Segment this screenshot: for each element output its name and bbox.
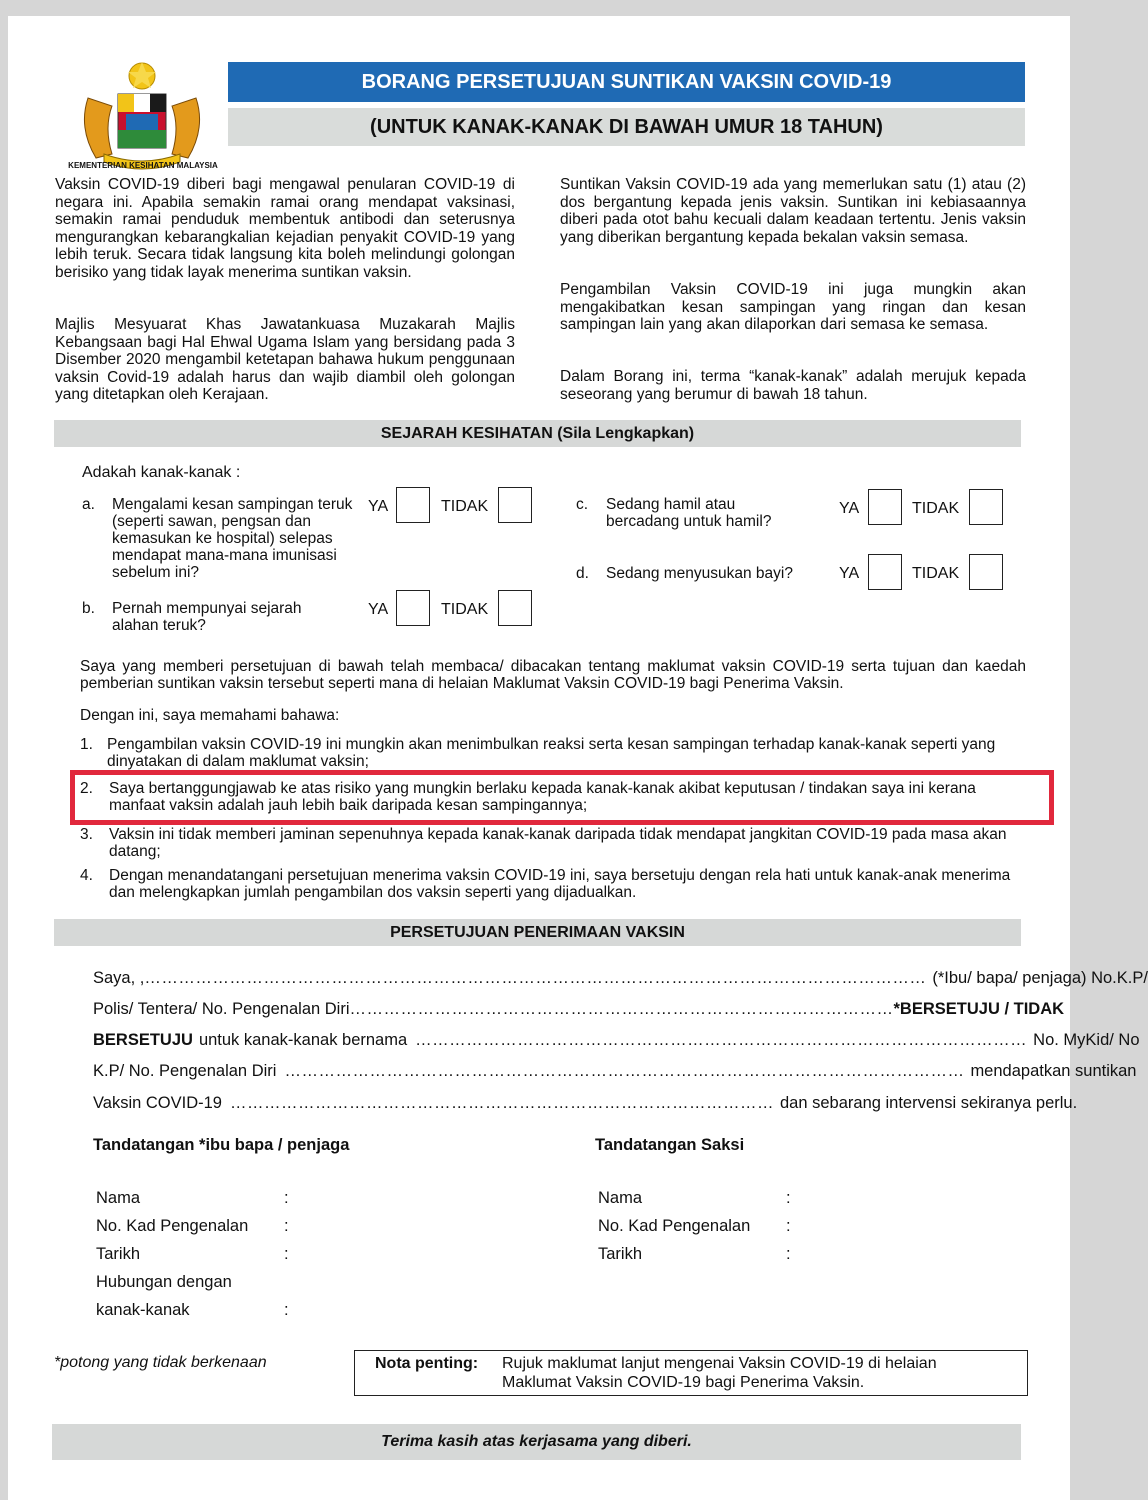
question-b-no-checkbox[interactable] — [498, 590, 532, 626]
item-2-number: 2. — [80, 780, 93, 797]
witness-name-colon: : — [786, 1189, 791, 1207]
question-a-yes-label: YA — [368, 498, 389, 515]
consent-vaccine-field[interactable]: …………………………………………………………………………………… — [230, 1094, 774, 1112]
form-title: BORANG PERSETUJUAN SUNTIKAN VAKSIN COVID-19 — [228, 62, 1025, 102]
intro-left-paragraph-1: Vaksin COVID-19 diberi bagi mengawal penularan COVID-19 di negara ini. Apabila semakin ramai orang mendapat vaksinasi, semakin ramai penduduk membentuk antibodi dan seterusnya mengurangkan kebarangkalian kejadian penyakit COVID-19 yang lebih teruk. Secara tidak langsung kita boleh melindungi golongan berisiko yang tidak layak menerima suntikan vaksin. — [55, 176, 515, 281]
parent-name-colon: : — [284, 1189, 289, 1207]
consent-line-1-start: Saya, , — [93, 969, 145, 987]
question-a-no-label: TIDAK — [441, 498, 489, 515]
witness-ic-label: No. Kad Pengenalan — [598, 1217, 751, 1235]
statement-paragraph: Saya yang memberi persetujuan di bawah telah membaca/ dibacakan tentang maklumat vaksin COVID-19 serta tujuan dan kaedah pemberian suntikan vaksin tersebut seperti mana di helaian Maklumat Vaksin COVID-19 bagi Penerima Vaksin. — [80, 658, 1026, 692]
question-b-text: Pernah mempunyai sejarah alahan teruk? — [112, 600, 302, 634]
question-a-letter: a. — [82, 496, 95, 513]
health-section-title: SEJARAH KESIHATAN (Sila Lengkapkan) — [54, 420, 1021, 447]
question-b-yes-label: YA — [368, 601, 389, 618]
item-1-number: 1. — [80, 736, 93, 753]
parent-date-colon: : — [284, 1245, 289, 1263]
question-a-yes-checkbox[interactable] — [396, 487, 430, 523]
question-a-text: Mengalami kesan sampingan teruk (seperti sawan, pengsan dan kemasukan ke hospital) selepas mendapat mana-mana imunisasi sebelum ini? — [112, 496, 353, 581]
thank-you-footer: Terima kasih atas kerjasama yang diberi. — [52, 1424, 1021, 1460]
consent-line-3-middle: untuk kanak-kanak bernama — [198, 1031, 408, 1049]
question-c-yes-label: YA — [839, 500, 860, 517]
parent-ic-colon: : — [284, 1217, 289, 1235]
question-c-letter: c. — [576, 496, 589, 513]
health-prompt: Adakah kanak-kanak : — [82, 464, 241, 481]
intro-right-paragraph-3: Dalam Borang ini, terma “kanak-kanak” adalah merujuk kepada seseorang yang berumur di bawah 18 tahun. — [560, 368, 1026, 403]
item-4-number: 4. — [80, 867, 93, 884]
malaysia-crest-icon — [68, 58, 216, 176]
consent-line-4-end: mendapatkan suntikan — [970, 1062, 1137, 1080]
important-note-box — [354, 1350, 1028, 1396]
note-line-2: Maklumat Vaksin COVID-19 bagi Penerima Vaksin. — [502, 1374, 865, 1391]
question-c-no-label: TIDAK — [912, 500, 960, 517]
consent-child-id-field[interactable]: ………………………………………………………………………………………………………… — [284, 1062, 965, 1080]
question-d-yes-checkbox[interactable] — [868, 554, 902, 590]
witness-date-label: Tarikh — [598, 1245, 643, 1263]
parent-relation-colon: : — [284, 1301, 289, 1319]
question-d-letter: d. — [576, 565, 589, 582]
highlight-box — [70, 770, 1054, 825]
question-c-no-checkbox[interactable] — [969, 489, 1003, 525]
consent-line-5-start: Vaksin COVID-19 — [93, 1094, 222, 1112]
consent-agree-option: *BERSETUJU / TIDAK — [893, 1000, 1065, 1018]
item-3-number: 3. — [80, 826, 93, 843]
parent-name-label: Nama — [96, 1189, 141, 1207]
consent-line-4-start: K.P/ No. Pengenalan Diri — [93, 1062, 277, 1080]
witness-signature-title: Tandatangan Saksi — [595, 1136, 745, 1154]
item-4-text: Dengan menandatangani persetujuan menerima vaksin COVID-19 ini, saya bersetuju dengan rela hati untuk kanak-anak menerima dan melengkapkan jumlah pengambilan dos vaksin seperti yang dijadualkan. — [109, 867, 1011, 901]
item-1-text: Pengambilan vaksin COVID-19 ini mungkin akan menimbulkan reaksi serta kesan sampingan terhadap kanak-kanak seperti yang dinyatakan di dalam maklumat vaksin; — [107, 736, 996, 770]
witness-ic-colon: : — [786, 1217, 791, 1235]
intro-right-paragraph-1: Suntikan Vaksin COVID-19 ada yang memerlukan satu (1) atau (2) dos bergantung kepada jenis vaksin. Suntikan ini kebiasaannya diberi pada otot bahu kecuali dalam keadaan tertentu. Jenis vaksin yang diberikan bergantung kepada bekalan vaksin semasa. — [560, 176, 1026, 246]
footnote: *potong yang tidak berkenaan — [54, 1354, 267, 1371]
question-b-yes-checkbox[interactable] — [396, 590, 430, 626]
parent-relation-label-1: Hubungan dengan — [96, 1273, 232, 1291]
consent-line-1-end: (*Ibu/ bapa/ penjaga) No.K.P/ — [932, 969, 1148, 987]
form-subtitle: (UNTUK KANAK-KANAK DI BAWAH UMUR 18 TAHUN) — [228, 108, 1025, 146]
question-d-yes-label: YA — [839, 565, 860, 582]
consent-form-page — [8, 16, 1148, 1500]
note-line-1: Rujuk maklumat lanjut mengenai Vaksin COVID-19 di helaian — [502, 1355, 937, 1372]
consent-line-2 — [93, 999, 1065, 1019]
consent-name-field[interactable]: ………………………………………………………………………………………………………………………… — [144, 969, 927, 987]
intro-left-paragraph-2: Majlis Mesyuarat Khas Jawatankuasa Muzakarah Majlis Kebangsaan bagi Hal Ehwal Ugama Islam yang bersidang pada 3 Disember 2020 mengambil ketetapan bahawa hukum penggunaan vaksin Covid-19 adalah harus dan wajib diambil oleh golongan yang ditetapkan oleh Kerajaan. — [55, 316, 515, 403]
parent-signature-title: Tandatangan *ibu bapa / penjaga — [93, 1136, 350, 1154]
consent-agree-option-2: BERSETUJU — [93, 1031, 193, 1049]
item-2-text: Saya bertanggungjawab ke atas risiko yang mungkin berlaku kepada kanak-kanak akibat keputusan / tindakan saya ini kerana manfaat vaksin adalah jauh lebih baik daripada kesan sampingannya; — [109, 780, 976, 814]
consent-line-1 — [93, 968, 1148, 988]
consent-line-2-start: Polis/ Tentera/ No. Pengenalan Diri — [93, 1000, 350, 1018]
consent-line-5-end: dan sebarang intervensi sekiranya perlu. — [780, 1094, 1078, 1112]
parent-ic-label: No. Kad Pengenalan — [96, 1217, 249, 1235]
parent-relation-label-2: kanak-kanak — [96, 1301, 190, 1319]
question-c-yes-checkbox[interactable] — [868, 489, 902, 525]
question-b-no-label: TIDAK — [441, 601, 489, 618]
consent-section-title: PERSETUJUAN PENERIMAAN VAKSIN — [54, 919, 1021, 946]
consent-child-name-field[interactable]: ……………………………………………………………………………………………… — [415, 1031, 1028, 1049]
understanding-intro: Dengan ini, saya memahami bahawa: — [80, 707, 340, 724]
question-d-no-checkbox[interactable] — [969, 554, 1003, 590]
consent-line-3 — [93, 1030, 1140, 1050]
consent-line-4 — [93, 1061, 1137, 1081]
witness-name-label: Nama — [598, 1189, 643, 1207]
parent-date-label: Tarikh — [96, 1245, 141, 1263]
intro-right-paragraph-2: Pengambilan Vaksin COVID-19 ini juga mungkin akan mengakibatkan kesan sampingan yang ringan dan kesan sampingan lain yang akan dilaporkan dari semasa ke semasa. — [560, 281, 1026, 333]
consent-line-3-end: No. MyKid/ No — [1033, 1031, 1140, 1049]
question-a-no-checkbox[interactable] — [498, 487, 532, 523]
question-d-no-label: TIDAK — [912, 565, 960, 582]
item-3-text: Vaksin ini tidak memberi jaminan sepenuhnya kepada kanak-kanak daripada tidak mendapat jangkitan COVID-19 pada masa akan datang; — [109, 826, 1007, 860]
question-b-letter: b. — [82, 600, 95, 617]
consent-line-5 — [93, 1093, 1078, 1113]
question-d-text: Sedang menyusukan bayi? — [606, 565, 793, 582]
consent-parent-id-field[interactable]: …………………………………………………………………………………… — [349, 1000, 894, 1018]
question-c-text: Sedang hamil atau bercadang untuk hamil? — [606, 496, 772, 530]
witness-date-colon: : — [786, 1245, 791, 1263]
note-label: Nota penting: — [375, 1355, 479, 1372]
ministry-label: KEMENTERIAN KESIHATAN MALAYSIA — [68, 161, 218, 170]
